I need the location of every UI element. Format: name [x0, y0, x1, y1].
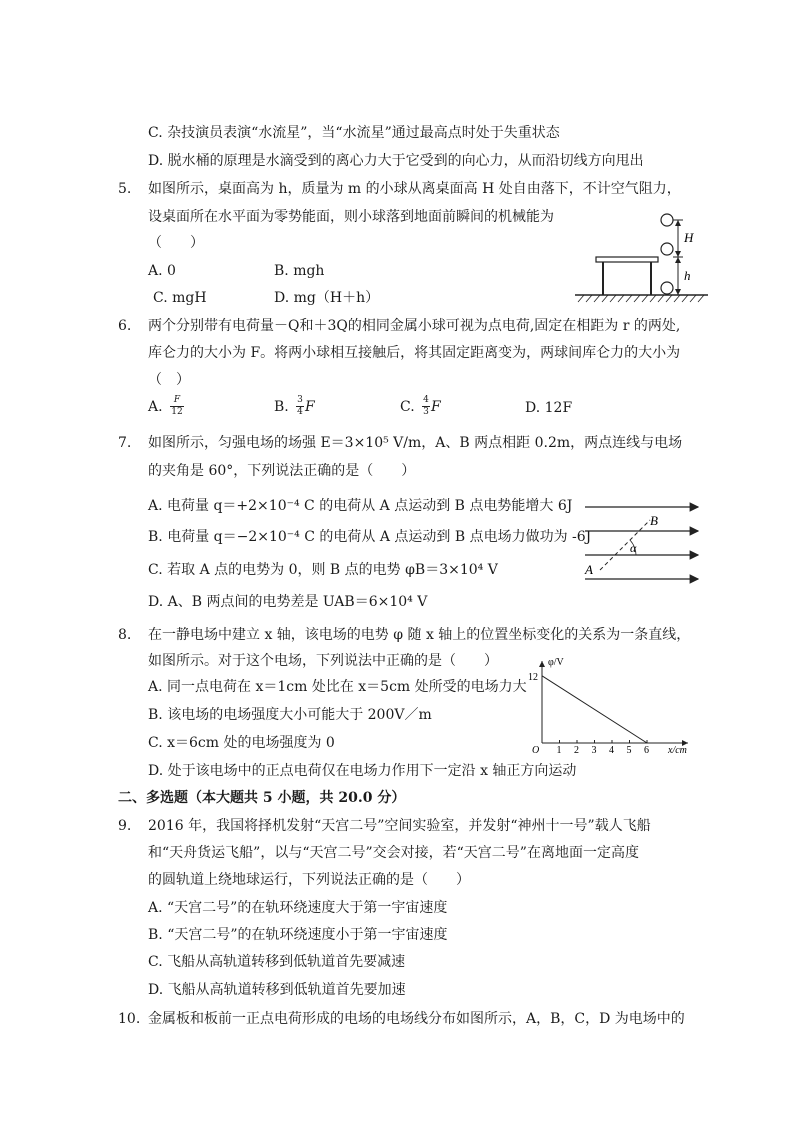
section-heading-multiple-choice: 二、多选题（本大题共 5 小题，共 20.0 分）: [118, 790, 406, 806]
segment-ab: [600, 520, 650, 570]
label-a: A: [585, 562, 593, 577]
x-tick-label: O: [532, 745, 540, 755]
ball-top: [661, 214, 673, 226]
q10-stem-line1: 金属板和板前一正点电荷形成的电场的电场线分布如图所示，A，B，C，D 为电场中的: [148, 1011, 685, 1027]
q8-number: 8.: [118, 627, 132, 643]
q8-option-a: A. 同一点电荷在 x＝1cm 处比在 x＝5cm 处所受的电场力大: [148, 679, 527, 695]
table-top: [596, 257, 658, 262]
x-tick-label: 5: [626, 745, 632, 755]
q9-stem-line3: 的圆轨道上绕地球运行，下列说法正确的是（ ）: [148, 872, 470, 888]
ball-middle: [661, 243, 673, 255]
q6-option-d: D. 12F: [525, 400, 573, 416]
q8-stem-line1: 在一静电场中建立 x 轴，该电场的电势 φ 随 x 轴上的位置坐标变化的关系为一条直线，: [148, 627, 691, 643]
x-tick-label: 3: [591, 745, 597, 755]
q4-option-d: D. 脱水桶的原理是水滴受到的离心力大于它受到的向心力，从而沿切线方向甩出: [148, 153, 644, 169]
q7-figure-uniform-field: [580, 495, 705, 590]
q7-option-b: B. 电荷量 q＝−2×10⁻⁴ C 的电荷从 A 点运动到 B 点电场力做功为 -6J: [148, 529, 592, 545]
x-tick-label: 6: [644, 745, 649, 755]
potential-line: [542, 676, 647, 743]
x-tick-label: 4: [609, 745, 614, 755]
q5-option-b: B. mgh: [274, 263, 325, 279]
label-b: B: [650, 513, 658, 528]
x-tick-label: 1: [556, 745, 562, 755]
x-tick-label: 2: [574, 745, 579, 755]
chart-axes: [539, 661, 688, 746]
q7-option-c: C. 若取 A 点的电势为 0，则 B 点的电势 φB＝3×10⁴ V: [148, 562, 498, 578]
q7-number: 7.: [118, 435, 132, 451]
y-tick-label: 12: [528, 671, 538, 683]
q5-stem-line1: 如图所示，桌面高为 h，质量为 m 的小球从离桌面高 H 处自由落下，不计空气阻力，: [148, 181, 681, 197]
q8-option-b: B. 该电场的电场强度大小可能大于 200V／m: [148, 707, 432, 723]
q8-stem-line2: 如图所示。对于这个电场，下列说法中正确的是（ ）: [148, 653, 498, 669]
q6-stem-line1: 两个分别带有电荷量－Q和＋3Q的相同金属小球可视为点电荷,固定在相距为 r 的两处,: [148, 318, 681, 334]
q5-number: 5.: [118, 181, 132, 197]
q9-stem-line1: 2016 年，我国将择机发射“天宫二号”空间实验室，并发射“神州十一号”载人飞船: [148, 818, 651, 834]
q6-number: 6.: [118, 318, 132, 334]
q7-option-a: A. 电荷量 q＝+2×10⁻⁴ C 的电荷从 A 点运动到 B 点电势能增大 6J: [148, 498, 573, 514]
q8-potential-chart: [528, 655, 698, 755]
q5-option-c: C. mgH: [153, 290, 207, 306]
ground-hatch: [578, 295, 704, 302]
q7-stem-line1: 如图所示，匀强电场的场强 E＝3×10⁵ V/m，A、B 两点相距 0.2m，两点连线与电场: [148, 435, 683, 451]
q7-option-d: D. A、B 两点间的电势差是 UAB＝6×10⁴ V: [148, 594, 428, 610]
q5-option-d: D. mg（H＋h）: [274, 290, 380, 306]
x-axis-label: x/cm: [668, 745, 687, 755]
q5-figure-table-ball: [570, 205, 710, 305]
q6-answer-paren: （ ）: [148, 372, 190, 388]
q5-answer-paren: （ ）: [148, 235, 204, 251]
q8-option-d: D. 处于该电场中的正点电荷仅在电场力作用下一定沿 x 轴正方向运动: [148, 763, 577, 779]
y-axis-label: φ/V: [548, 657, 564, 668]
q9-option-b: B. “天宫二号”的在轨环绕速度小于第一宇宙速度: [148, 927, 448, 943]
q9-number: 9.: [118, 818, 132, 834]
q9-stem-line2: 和“天舟货运飞船”，以与“天宫二号”交会对接，若“天宫二号”在离地面一定高度: [148, 845, 639, 861]
q5-option-a: A. 0: [148, 263, 176, 279]
q4-option-c: C. 杂技演员表演“水流星”，当“水流星”通过最高点时处于失重状态: [148, 125, 560, 141]
q9-option-d: D. 飞船从高轨道转移到低轨道首先要加速: [148, 982, 406, 998]
q9-option-a: A. “天宫二号”的在轨环绕速度大于第一宇宙速度: [148, 900, 448, 916]
q7-stem-line2: 的夹角是 60°，下列说法正确的是（ ）: [148, 463, 416, 479]
q10-number: 10.: [118, 1011, 141, 1027]
q5-stem-line2: 设桌面所在水平面为零势能面，则小球落到地面前瞬间的机械能为: [148, 209, 554, 225]
label-h: h: [684, 268, 691, 283]
q6-stem-line2: 库仑力的大小为 F。将两小球相互接触后，将其固定距离变为，两球间库仑力的大小为: [148, 345, 681, 361]
q9-option-c: C. 飞船从高轨道转移到低轨道首先要减速: [148, 954, 406, 970]
label-alpha: α: [630, 541, 637, 555]
ball-bottom: [661, 282, 673, 294]
label-H: H: [684, 230, 694, 245]
q8-option-c: C. x＝6cm 处的电场强度为 0: [148, 735, 335, 751]
